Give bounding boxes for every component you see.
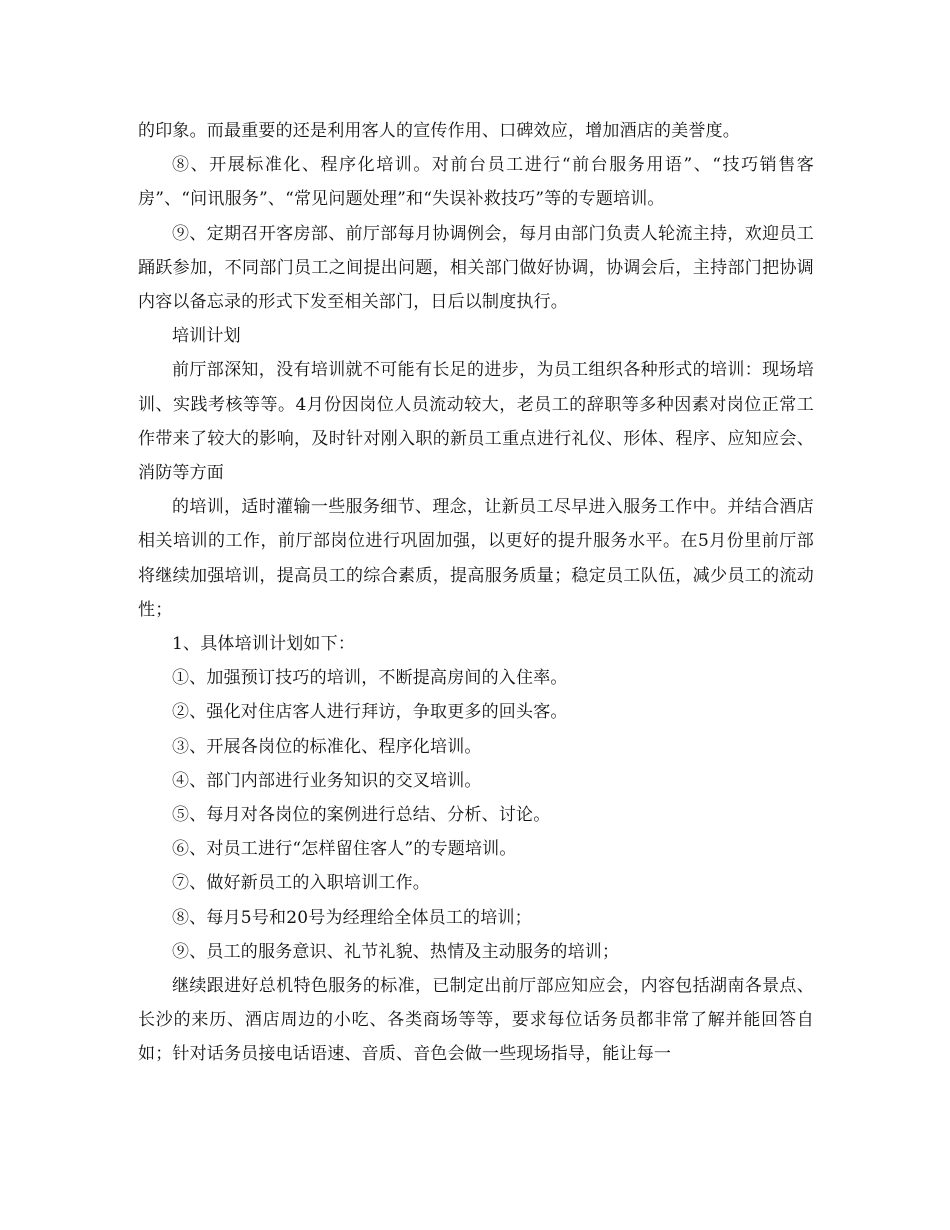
section-heading-training-plan: 培训计划 [172,326,241,347]
list-item-2: ②、强化对住店客人进行拜访，争取更多的回头客。 [172,702,568,723]
list-item-6: ⑥、对员工进行“怎样留住客人”的专题培训。 [172,839,517,860]
list-item-5: ⑤、每月对各岗位的案例进行总结、分析、讨论。 [172,805,551,826]
list-item-8: ⑧、每月5号和20号为经理给全体员工的培训； [172,907,532,928]
list-item-1: ①、加强预订技巧的培训，不断提高房间的入住率。 [172,668,568,689]
list-item-4: ④、部门内部进行业务知识的交叉培训。 [172,770,482,791]
paragraph-1: 的印象。而最重要的还是利用客人的宣传作用、口碑效应，增加酒店的美誉度。 [138,121,740,141]
paragraph-final: 继续跟进好总机特色服务的标准，已制定出前厅部应知应会，内容包括湖南各景点、长沙的来历、酒店周边的小吃、各类商场等等，要求每位话务员都非常了解并能回答自如；针对话务员接电话语速、音质、音色会做一些现场指导，能让每一 [138,976,814,1065]
list-item-9: ⑨、员工的服务意识、礼节礼貌、热情及主动服务的培训； [172,941,620,962]
list-item-7: ⑦、做好新员工的入职培训工作。 [172,873,430,894]
list-item-3: ③、开展各岗位的标准化、程序化培训。 [172,736,482,757]
document-body [138,114,814,1072]
paragraph-2: ⑧、开展标准化、程序化培训。对前台员工进行“前台服务用语”、“技巧销售客房”、“问讯服务”、“常见问题处理”和“失误补救技巧”等的专题培训。 [138,155,814,210]
list-heading: 1、具体培训计划如下： [172,634,356,655]
paragraph-3: ⑨、定期召开客房部、前厅部每月协调例会，每月由部门负责人轮流主持，欢迎员工踊跃参加，不同部门员工之间提出问题，相关部门做好协调，协调会后，主持部门把协调内容以备忘录的形式下发至相关部门，日后以制度执行。 [138,223,814,313]
paragraph-6: 的培训，适时灌输一些服务细节、理念，让新员工尽早进入服务工作中。并结合酒店相关培训的工作，前厅部岗位进行巩固加强，以更好的提升服务水平。在5月份里前厅部将继续加强培训，提高员工的综合素质，提高服务质量；稳定员工队伍，减少员工的流动性； [138,497,814,620]
paragraph-5: 前厅部深知，没有培训就不可能有长足的进步，为员工组织各种形式的培训：现场培训、实践考核等等。4月份因岗位人员流动较大，老员工的辞职等多种因素对岗位正常工作带来了较大的影响，及时针对刚入职的新员工重点进行礼仪、形体、程序、应知应会、消防等方面 [138,360,814,484]
